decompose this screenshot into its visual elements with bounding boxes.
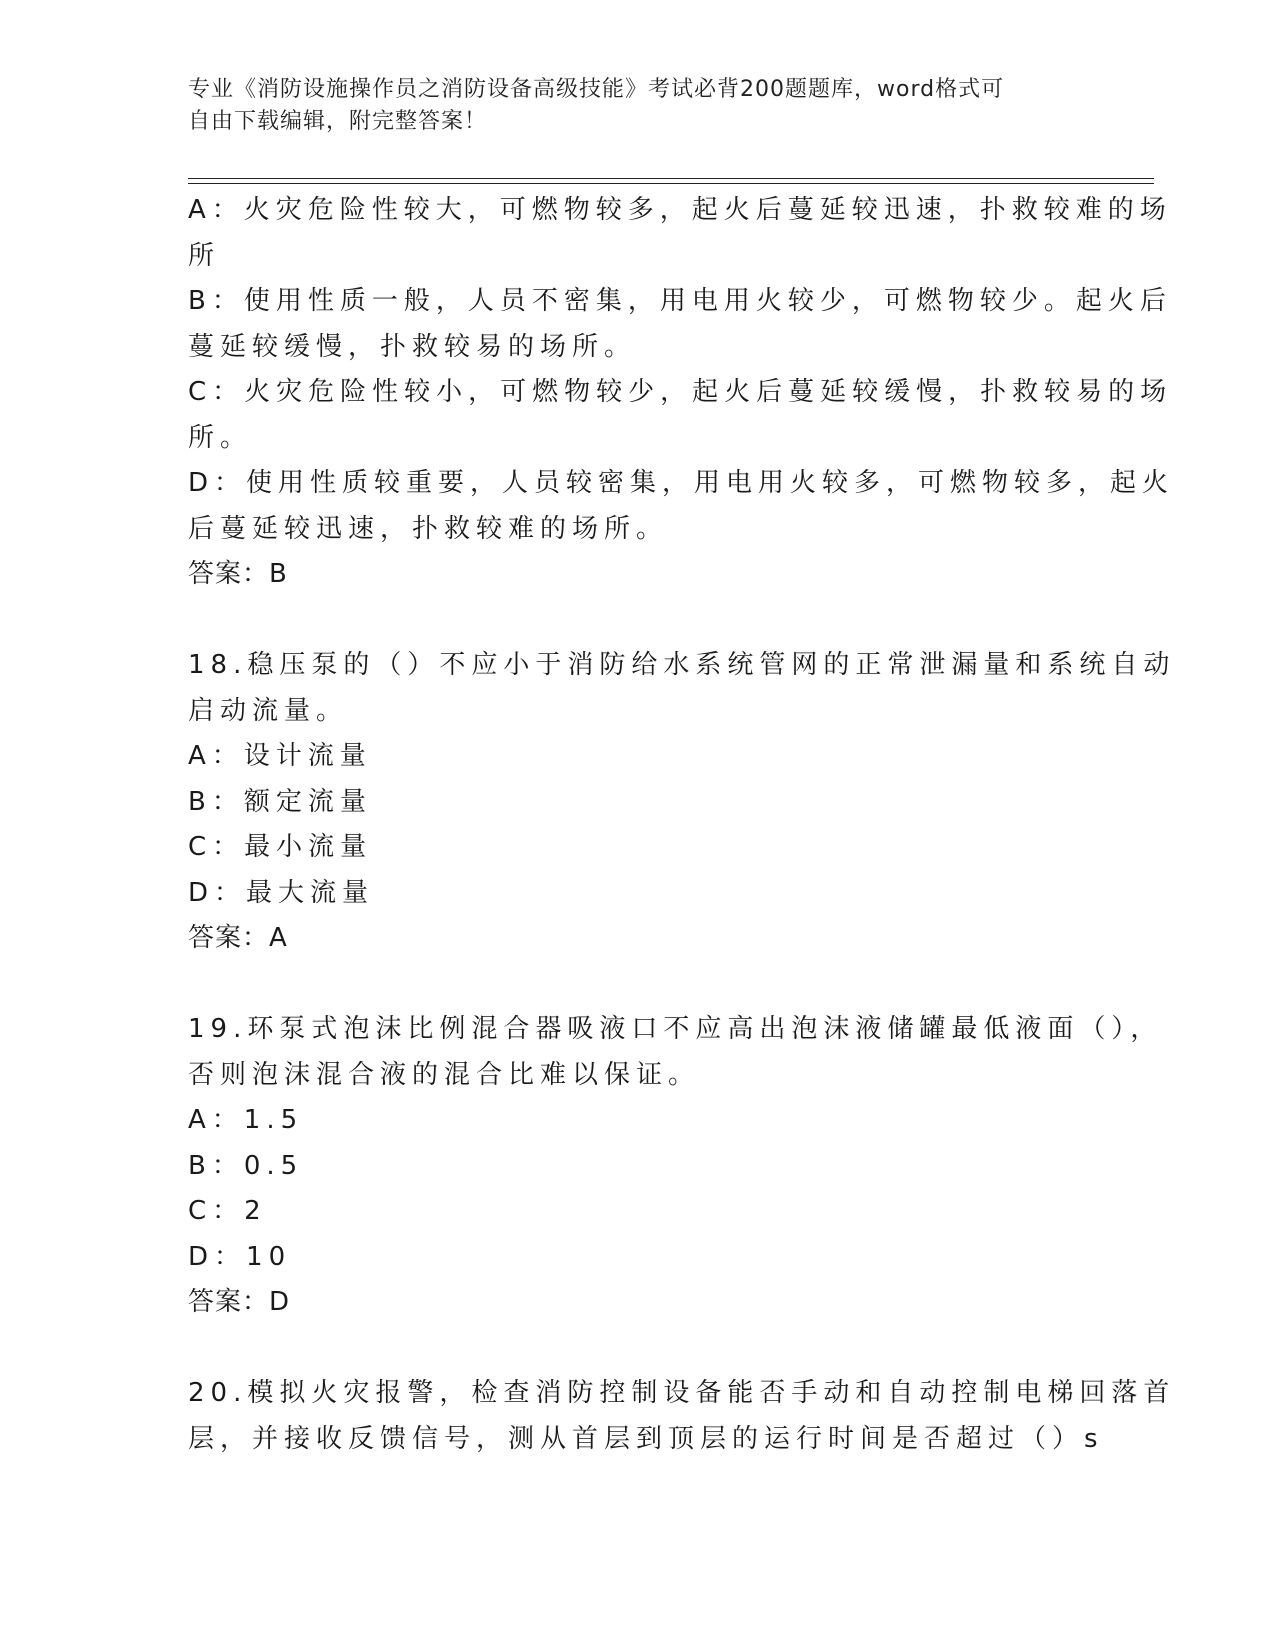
header-divider-top: [188, 178, 1154, 179]
q17-option-d-line1: D：使用性质较重要，人员较密集，用电用火较多，可燃物较多，起火: [188, 468, 1175, 498]
header-divider-bottom: [188, 183, 1154, 184]
q18-answer: 答案：A: [188, 923, 288, 953]
q19-option-b: B：0.5: [188, 1150, 304, 1181]
q19-stem-line1: 19.环泵式泡沫比例混合器吸液口不应高出泡沫液储罐最低液面（），: [188, 1014, 1163, 1044]
q17-option-a-line1: A：火灾危险性较大，可燃物较多，起火后蔓延较迅速，扑救较难的场: [188, 195, 1172, 225]
q18-stem-line1: 18.稳压泵的（）不应小于消防给水系统管网的正常泄漏量和系统自动: [188, 650, 1176, 680]
q17-option-b-line1: B：使用性质一般，人员不密集，用电用火较少，可燃物较少。起火后: [188, 286, 1172, 316]
q17-option-a-line2: 所: [188, 240, 221, 271]
q20-stem-line2: 层，并接收反馈信号，测从首层到顶层的运行时间是否超过（）s: [188, 1423, 1104, 1454]
q17-option-c-line2: 所。: [188, 422, 253, 453]
q18-option-d: D：最大流量: [188, 877, 375, 908]
q19-option-a: A：1.5: [188, 1105, 304, 1135]
question-spacer: [188, 598, 1083, 644]
header-line-2: 自由下载编辑，附完整答案！: [188, 109, 488, 134]
q18-stem-line2: 启动流量。: [188, 695, 349, 726]
question-17: [188, 188, 1175, 598]
question-20: [188, 1371, 1176, 1462]
q17-answer: 答案：B: [188, 559, 288, 589]
q17-option-c-line1: C：火灾危险性较小，可燃物较少，起火后蔓延较缓慢，扑救较易的场: [188, 377, 1173, 407]
question-18: [188, 643, 1176, 962]
question-spacer: [188, 1326, 1083, 1372]
question-spacer: [188, 962, 1083, 1008]
q19-answer: 答案：D: [188, 1287, 291, 1317]
document-header: [188, 74, 1068, 138]
q19-option-c: C：2: [188, 1196, 267, 1226]
q17-option-b-line2: 蔓延较缓慢，扑救较易的场所。: [188, 331, 637, 362]
q18-option-a: A：设计流量: [188, 741, 372, 771]
question-list: [188, 188, 1176, 1462]
q17-option-d-line2: 后蔓延较迅速，扑救较难的场所。: [188, 513, 669, 544]
q18-option-c: C：最小流量: [188, 832, 373, 862]
q19-stem-line2: 否则泡沫混合液的混合比难以保证。: [188, 1059, 701, 1090]
q20-stem-line1: 20.模拟火灾报警，检查消防控制设备能否手动和自动控制电梯回落首: [188, 1378, 1176, 1408]
q18-option-b: B：额定流量: [188, 786, 372, 817]
question-19: [188, 1007, 1163, 1326]
q19-option-d: D：10: [188, 1241, 292, 1272]
header-line-1: 专业《消防设施操作员之消防设备高级技能》考试必背200题题库，word格式可: [188, 77, 1005, 102]
